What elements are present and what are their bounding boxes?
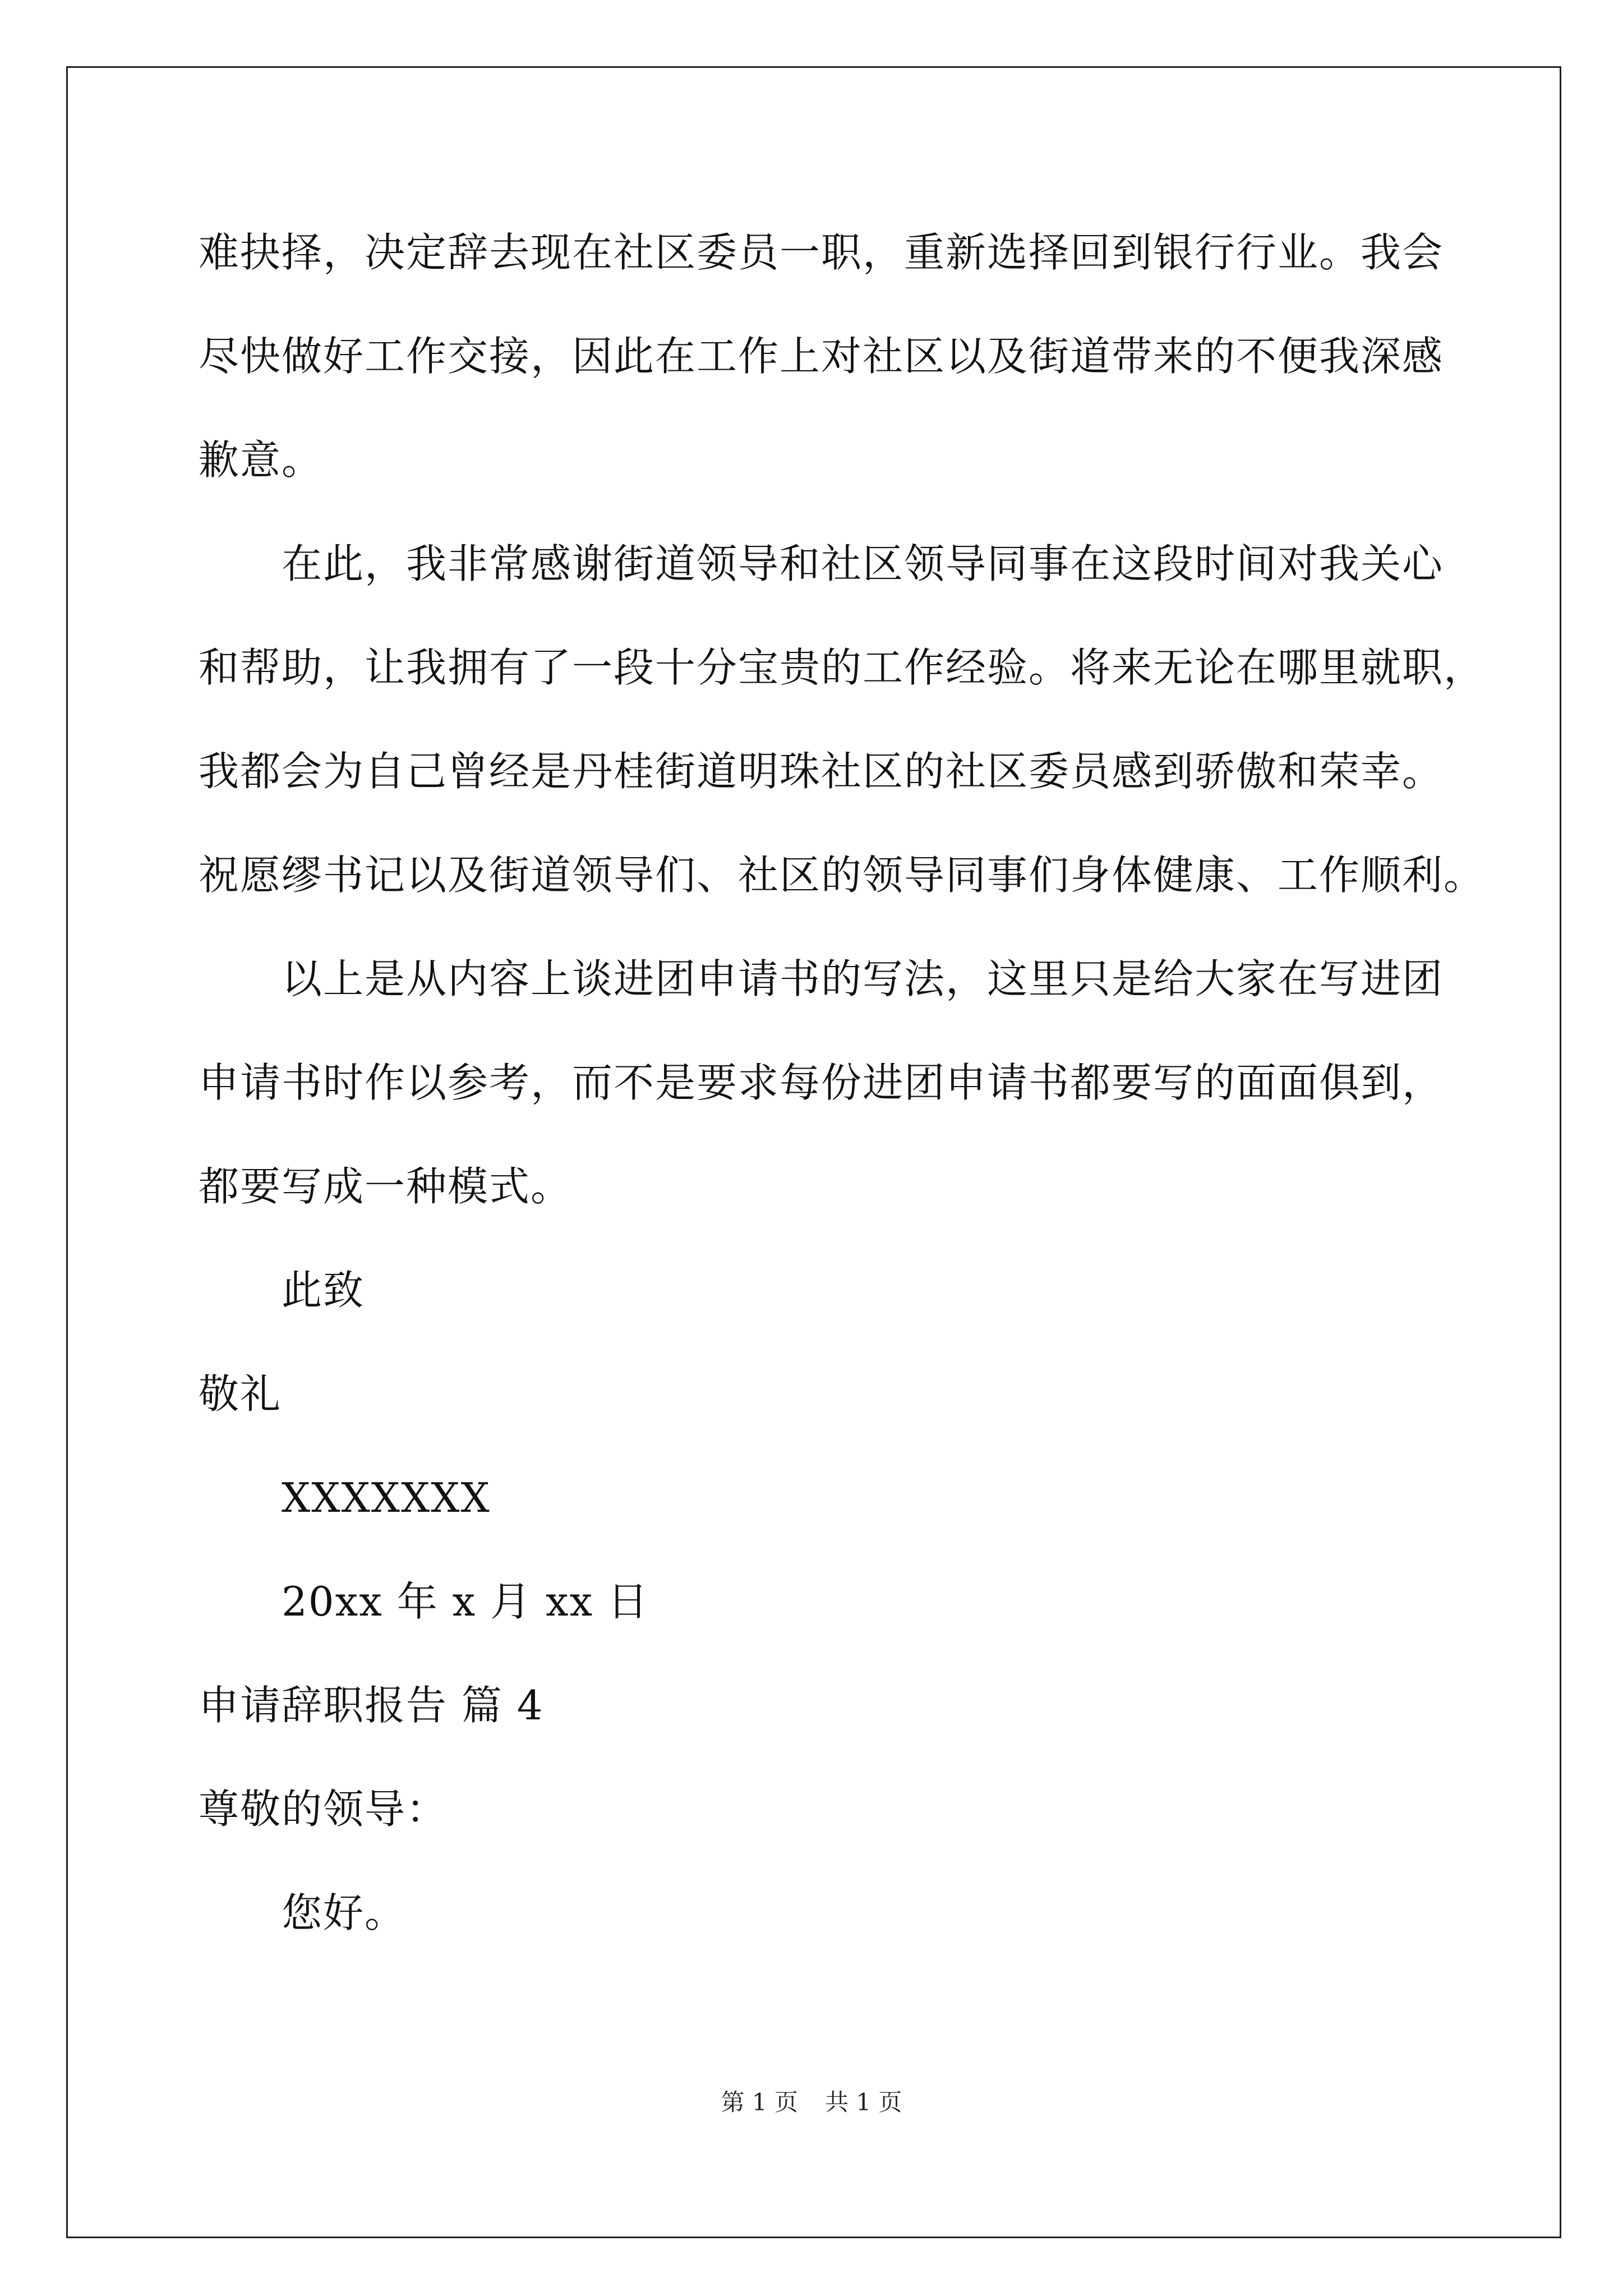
page-total: 共 1 页 (825, 2088, 902, 2116)
text-line-1: 难抉择，决定辞去现在社区委员一职，重新选择回到银行行业。我会 (199, 229, 1444, 276)
text-line-3: 歉意。 (199, 436, 324, 484)
text-line-6: 我都会为自己曾经是丹桂街道明珠社区的社区委员感到骄傲和荣幸。 (199, 748, 1444, 795)
text-line-2: 尽快做好工作交接，因此在工作上对社区以及街道带来的不便我深感 (199, 333, 1444, 380)
closing-salutation: 此致 (282, 1267, 365, 1314)
closing-regards: 敬礼 (199, 1370, 282, 1418)
page-footer (0, 2087, 1623, 2118)
text-line-9: 申请书时作以参考，而不是要求每份进团申请书都要写的面面俱到， (199, 1059, 1444, 1106)
section-heading: 申请辞职报告 篇 4 (199, 1682, 544, 1729)
text-line-7: 祝愿缪书记以及街道领导们、社区的领导同事们身体健康、工作顺利。 (199, 852, 1486, 899)
greeting-recipient: 尊敬的领导： (199, 1786, 448, 1833)
text-line-5: 和帮助，让我拥有了一段十分宝贵的工作经验。将来无论在哪里就职， (199, 644, 1486, 691)
text-line-8: 以上是从内容上谈进团申请书的写法，这里只是给大家在写进团 (282, 955, 1444, 1002)
greeting-hello: 您好。 (282, 1889, 407, 1936)
text-line-10: 都要写成一种模式。 (199, 1163, 573, 1210)
signature-date: 20xx 年 x 月 xx 日 (282, 1578, 649, 1625)
text-line-4: 在此，我非常感谢街道领导和社区领导同事在这段时间对我关心 (282, 540, 1444, 587)
page-number: 第 1 页 (721, 2088, 798, 2116)
signature-name: XXXXXXX (282, 1474, 491, 1521)
